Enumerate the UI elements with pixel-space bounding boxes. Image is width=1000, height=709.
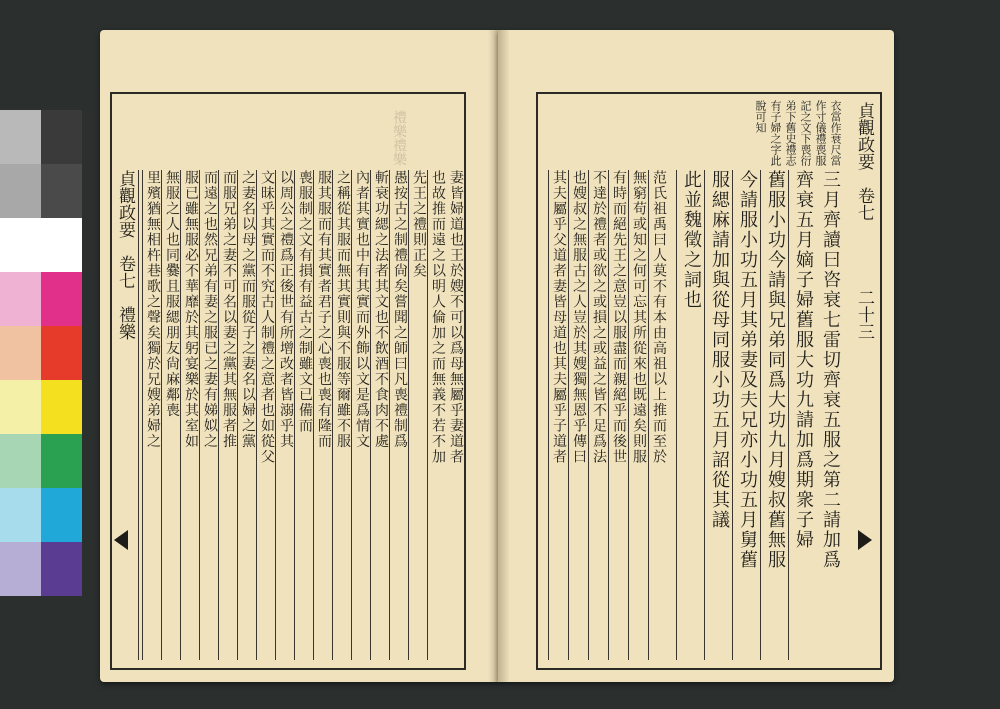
color-swatch [0, 164, 41, 218]
color-swatch [41, 326, 82, 380]
text-column: 有時而絕先王之意豈以服盡而親絕乎而後世 [608, 170, 629, 660]
color-swatch [41, 488, 82, 542]
color-swatch [41, 110, 82, 164]
text-column: 齊衰五月嫡子婦舊服大功九請加爲期衆子婦 [788, 170, 817, 660]
color-swatch [41, 380, 82, 434]
text-column: 以周公之禮爲正後世有所增改者皆溺乎其 [275, 170, 295, 660]
annotation-note: 弟下舊史禮志 [784, 100, 797, 166]
text-column: 無服之人也同爨且服緦朋友尙麻鄰喪 [161, 170, 181, 660]
text-column: 此並魏徵之詞也 [676, 170, 705, 660]
text-column: 而服兄弟之妻不可名以妻之黨其無服者推 [218, 170, 238, 660]
color-swatch [41, 434, 82, 488]
right-fish-tail-mark [858, 530, 872, 550]
text-column: 其夫屬乎父道者妻皆母道也其夫屬乎子道者 [548, 170, 569, 660]
text-column: 服其服而有其實者君子之心喪也喪有隆而 [313, 170, 333, 660]
color-swatch [0, 434, 41, 488]
color-swatch [41, 164, 82, 218]
color-swatch [0, 488, 41, 542]
annotation-note: 記之文下喪衍 [799, 100, 812, 166]
text-column: 之妻名以母之黨而服從子之妻名以婦之黨 [237, 170, 257, 660]
left-page [100, 30, 498, 682]
text-column: 也故推而遠之以明人倫加之而無義不若不加 [427, 170, 447, 660]
annotation-note: 脫可知 [754, 100, 767, 133]
color-swatch [0, 542, 41, 596]
left-fish-tail-mark [114, 530, 128, 550]
text-column: 喪服制之文有損有益古之制雖文已備而 [294, 170, 314, 660]
text-column: 服緦麻請加與從母同服小功五月詔從其議 [704, 170, 733, 660]
color-swatch [41, 218, 82, 272]
text-column: 而遠之也然兄弟有妻之服已之妻有娣姒之 [199, 170, 219, 660]
annotation-note: 有子婦之字此 [769, 100, 782, 166]
right-page-side-label: 貞觀政要 卷七 二十三 [854, 102, 874, 340]
text-column: 也嫂叔之無服古之人豈於其嫂獨無恩乎傳曰 [568, 170, 589, 660]
text-column: 斬衰功緦之法者其文也不飲酒不食肉不處 [370, 170, 390, 660]
text-column: 三月齊讀曰咨衰七雷切齊衰五服之第二請加爲 [820, 170, 841, 570]
color-swatch [41, 542, 82, 596]
annotation-note: 衣當作衰尺當 [829, 100, 842, 166]
text-column: 舊服小功今請與兄弟同爲大功九月嫂叔舊無服 [760, 170, 789, 660]
text-column: 今請服小功五月其弟妻及夫兄亦小功五月舅舊 [732, 170, 761, 660]
text-column: 里殯猶無相杵巷歌之聲矣獨於兄嫂弟婦之 [142, 170, 162, 660]
text-column: 先王之禮則正矣 [408, 170, 428, 660]
text-column: 內者其實也中有其實而外飾以文是爲情文 [351, 170, 371, 660]
text-column: 范氏祖禹曰人莫不有本由高祖以上推而至於 [648, 170, 669, 660]
book-gutter [488, 30, 510, 682]
text-column: 文昧乎其實而不究古人制禮之意者也如從父 [256, 170, 276, 660]
right-page [498, 30, 894, 682]
color-swatch [0, 110, 41, 164]
color-swatch [41, 272, 82, 326]
text-column: 服已雖無服必不華靡於其躬宴樂於其室如 [180, 170, 200, 660]
left-page-side-label: 貞觀政要 卷七 禮樂 [112, 170, 139, 660]
text-column: 妻皆婦道也王於嫂不可以爲母無屬乎妻道者 [448, 170, 464, 465]
text-column: 之稱從其服而無其實則與不服等爾雖不服 [332, 170, 352, 660]
annotation-note: 作寸儀禮喪服 [814, 100, 827, 166]
color-swatch [0, 380, 41, 434]
open-book [100, 30, 900, 690]
bleed-through-text: 禮樂禮樂 [391, 110, 407, 166]
color-swatch [0, 326, 41, 380]
text-column: 無窮苟或知之何可忘其所從來也既遠矣則服 [628, 170, 649, 660]
color-swatch [0, 272, 41, 326]
text-column: 愚按古之制禮尙矣嘗聞之師曰凡喪禮制爲 [389, 170, 409, 660]
text-column: 不達於禮者或欲之或損之或益之皆不足爲法 [588, 170, 609, 660]
color-calibration-strip [0, 110, 82, 597]
color-swatch [0, 218, 41, 272]
